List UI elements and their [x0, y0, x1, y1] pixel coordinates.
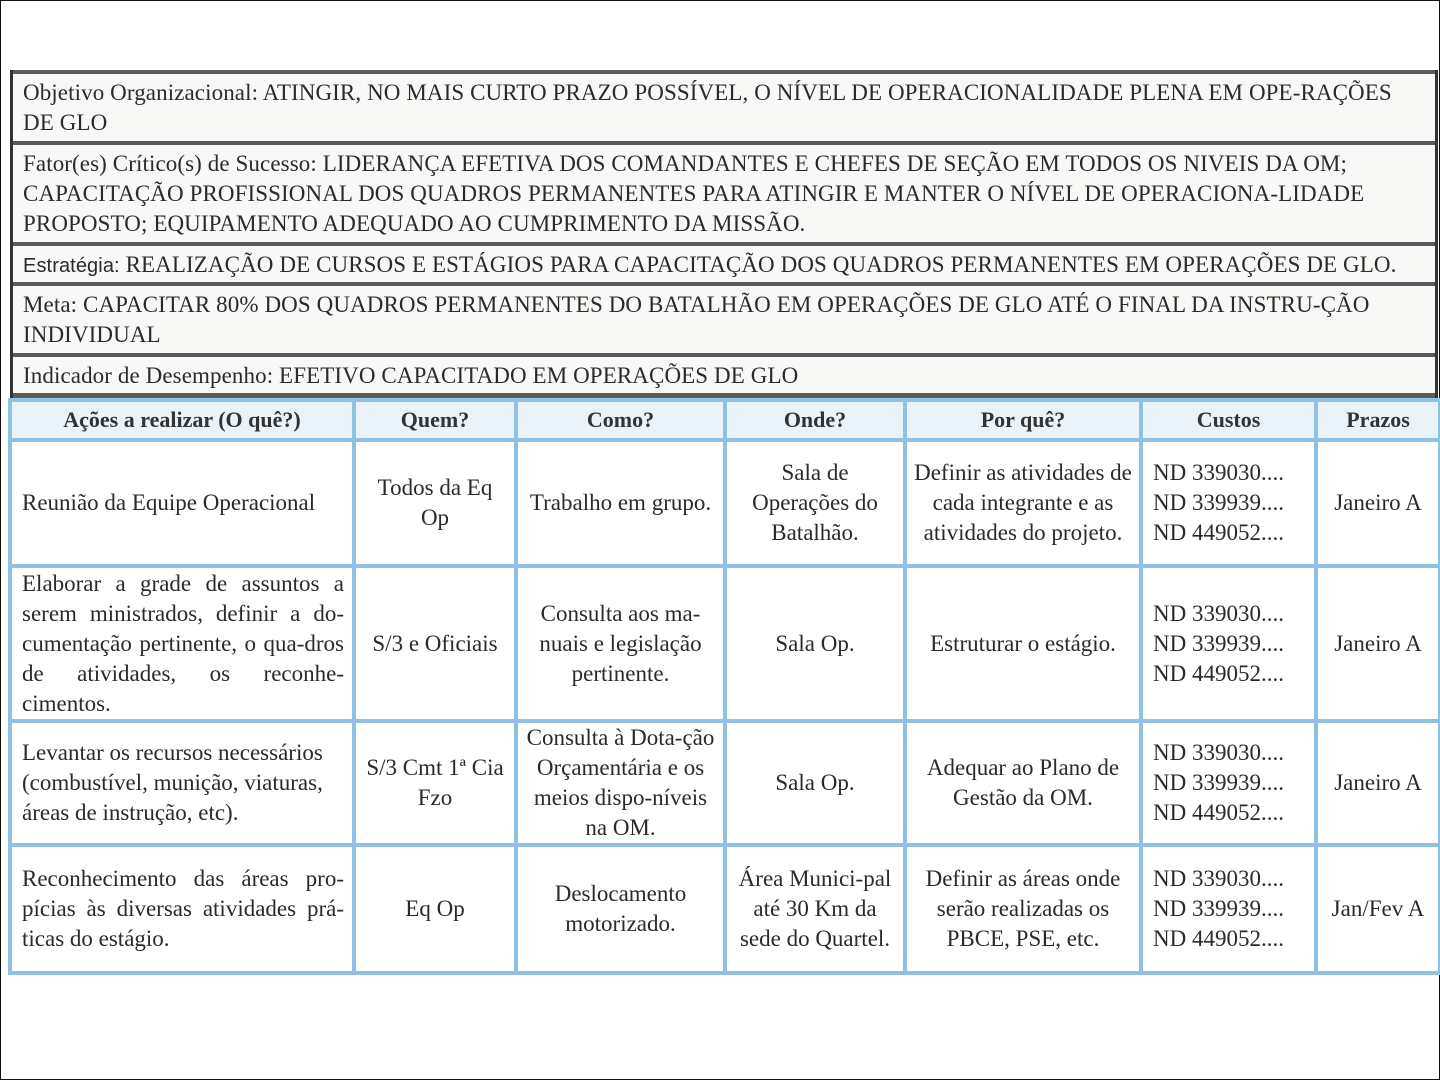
cost-item: ND 339939....	[1153, 770, 1284, 795]
cell-custos	[1141, 845, 1316, 973]
header-porque: Por quê?	[905, 400, 1141, 440]
cell-onde: Sala de Operações do Batalhão.	[725, 440, 905, 566]
cost-item: ND 339030....	[1153, 600, 1284, 626]
table-row	[10, 845, 1440, 973]
cost-item: ND 339030....	[1153, 866, 1284, 891]
estrategia-label: Estratégia:	[23, 255, 120, 277]
cost-item: ND 449052....	[1153, 800, 1284, 825]
cell-acao: Levantar os recursos necessários (combustível, munição, viaturas, áreas de instrução, etc).	[10, 721, 354, 845]
table-row	[10, 721, 1440, 845]
action-plan-table	[8, 398, 1440, 975]
cost-item: ND 449052....	[1153, 926, 1284, 951]
cost-item: ND 339939....	[1153, 490, 1284, 515]
estrategia	[13, 242, 1435, 282]
cell-como: Trabalho em grupo.	[516, 440, 725, 566]
cell-onde: Sala Op.	[725, 721, 905, 845]
cost-item: ND 339939....	[1153, 630, 1284, 656]
estrategia-text: REALIZAÇÃO DE CURSOS E ESTÁGIOS PARA CAPACITAÇÃO DOS QUADROS PERMANENTES EM OPERAÇÕES DE GLO.	[125, 252, 1397, 277]
cell-como: Deslocamento motorizado.	[516, 845, 725, 973]
cost-item: ND 449052....	[1153, 660, 1284, 686]
cell-porque: Definir as áreas onde serão realizadas os PBCE, PSE, etc.	[905, 845, 1141, 973]
cell-custos	[1141, 440, 1316, 566]
table-row	[10, 440, 1440, 566]
cell-quem: Eq Op	[354, 845, 516, 973]
cell-quem: S/3 e Oficiais	[354, 566, 516, 721]
cell-custos	[1141, 566, 1316, 721]
cell-porque: Adequar ao Plano de Gestão da OM.	[905, 721, 1141, 845]
fatores-criticos	[13, 141, 1435, 242]
fatores-label: Fator(es) Crítico(s) de Sucesso:	[23, 151, 317, 176]
cell-onde: Sala Op.	[725, 566, 905, 721]
header-como: Como?	[516, 400, 725, 440]
cell-como: Consulta aos ma-nuais e legislação pertinente.	[516, 566, 725, 721]
cell-porque: Definir as atividades de cada integrante e as atividades do projeto.	[905, 440, 1141, 566]
cost-item: ND 339939....	[1153, 896, 1284, 921]
cell-onde: Área Munici-pal até 30 Km da sede do Quartel.	[725, 845, 905, 973]
cost-item: ND 339030....	[1153, 740, 1284, 765]
cell-acao: Reconhecimento das áreas pro-pícias às diversas atividades prá-ticas do estágio.	[10, 845, 354, 973]
cost-item: ND 339030....	[1153, 460, 1284, 485]
cell-como: Consulta à Dota-ção Orçamentária e os meios dispo-níveis na OM.	[516, 721, 725, 845]
strategic-info-block	[10, 70, 1438, 399]
cost-item: ND 449052....	[1153, 520, 1284, 545]
header-custos: Custos	[1141, 400, 1316, 440]
table-row	[10, 566, 1440, 721]
cell-prazo: Janeiro A	[1316, 566, 1440, 721]
meta: Meta: CAPACITAR 80% DOS QUADROS PERMANENTES DO BATALHÃO EM OPERAÇÕES DE GLO ATÉ O FINAL DA INSTRU-ÇÃO INDIVIDUAL	[13, 282, 1435, 353]
table-header-row	[10, 400, 1440, 440]
objetivo-organizacional: Objetivo Organizacional: ATINGIR, NO MAIS CURTO PRAZO POSSÍVEL, O NÍVEL DE OPERACIONALIDADE PLENA EM OPE-RAÇÕES DE GLO	[13, 70, 1435, 141]
cell-porque: Estruturar o estágio.	[905, 566, 1141, 721]
cell-prazo: Janeiro A	[1316, 721, 1440, 845]
cell-quem: S/3 Cmt 1ª Cia Fzo	[354, 721, 516, 845]
header-onde: Onde?	[725, 400, 905, 440]
indicador-desempenho: Indicador de Desempenho: EFETIVO CAPACITADO EM OPERAÇÕES DE GLO	[13, 353, 1435, 399]
header-acoes: Ações a realizar (O quê?)	[10, 400, 354, 440]
header-prazos: Prazos	[1316, 400, 1440, 440]
cell-custos	[1141, 721, 1316, 845]
cell-quem: Todos da Eq Op	[354, 440, 516, 566]
cell-acao: Elaborar a grade de assuntos a serem ministrados, definir a do-cumentação pertinente, o qua-dros de atividades, os reconhe-cimentos.	[10, 566, 354, 721]
fatores-text: LIDERANÇA EFETIVA DOS COMANDANTES E CHEFES DE SEÇÃO EM TODOS OS NIVEIS DA OM; CAPACITAÇÃO PROFISSIONAL DOS QUADROS PERMANENTES PARA ATINGIR E MANTER O NÍVEL DE OPERACIONA-LIDADE PROPOSTO; EQUIPAMENTO ADEQUADO AO CUMPRIMENTO DA MISSÃO.	[23, 151, 1365, 236]
header-quem: Quem?	[354, 400, 516, 440]
cell-prazo: Jan/Fev A	[1316, 845, 1440, 973]
cell-acao: Reunião da Equipe Operacional	[10, 440, 354, 566]
cell-prazo: Janeiro A	[1316, 440, 1440, 566]
